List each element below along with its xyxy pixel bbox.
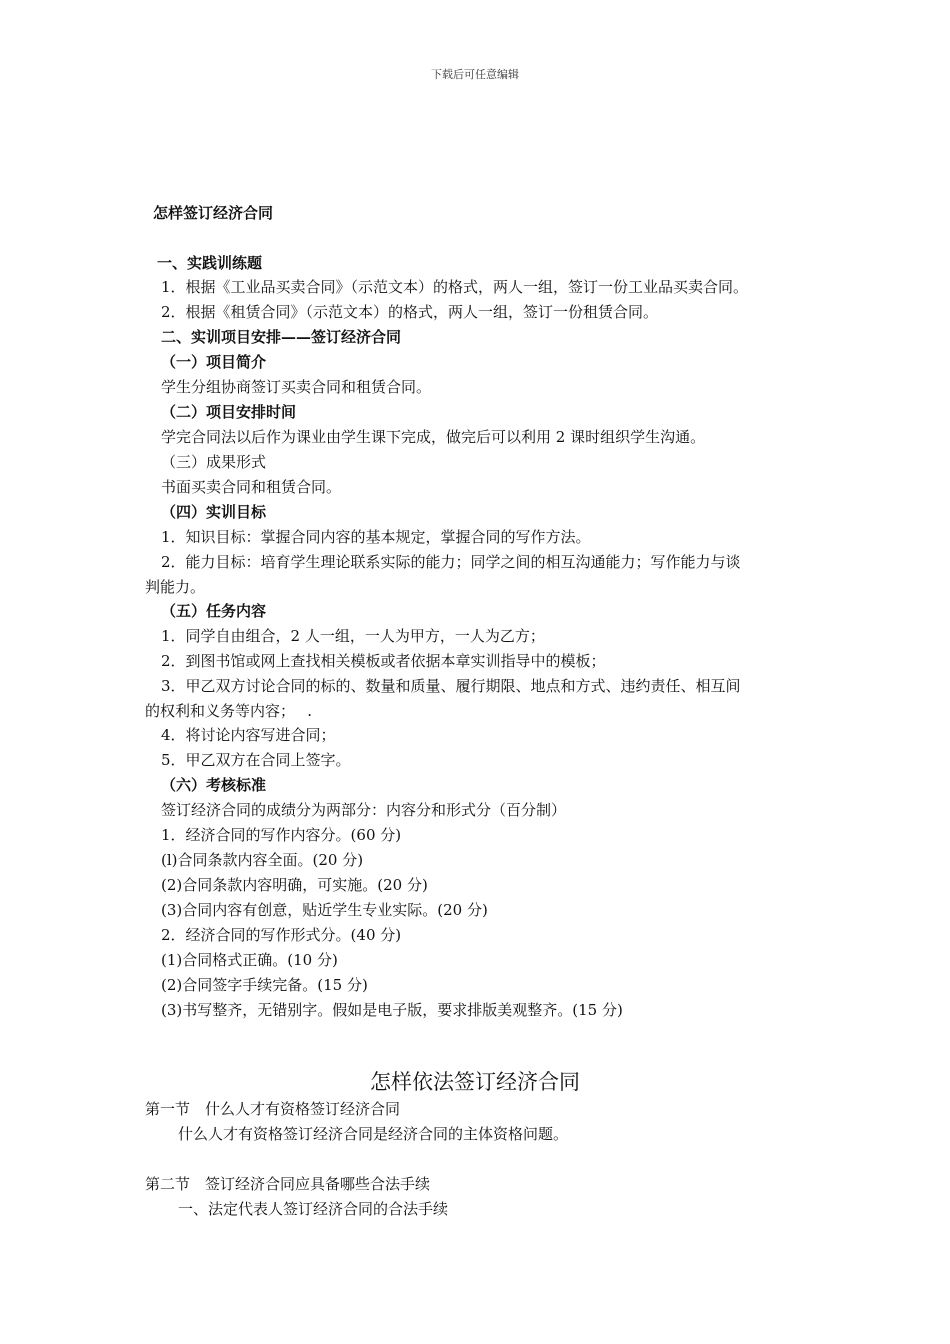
- part2-section2-heading: 第二节 签订经济合同应具备哪些合法手续: [145, 1175, 431, 1193]
- assessment-line: (2)合同签字手续完备。(15 分): [161, 976, 368, 994]
- intro-text: 学生分组协商签订买卖合同和租赁合同。: [161, 378, 432, 396]
- sub-heading-tasks: （五）任务内容: [161, 602, 267, 620]
- part2-title: 怎样依法签订经济合同: [370, 1070, 580, 1094]
- task-item-5: 5．甲乙双方在合同上签字。: [161, 751, 351, 769]
- page-header: 下载后可任意编辑: [431, 68, 519, 81]
- assessment-line: 2．经济合同的写作形式分。(40 分): [161, 926, 402, 944]
- assessment-line: 签订经济合同的成绩分为两部分：内容分和形式分（百分制）: [161, 801, 567, 819]
- assessment-line: 1．经济合同的写作内容分。(60 分): [161, 826, 402, 844]
- sub-heading-intro: （一）项目简介: [161, 353, 267, 371]
- assessment-line: (l)合同条款内容全面。(20 分): [161, 851, 364, 869]
- section-heading-arrangement: 二、实训项目安排——签订经济合同: [161, 328, 402, 346]
- section-heading-practice: 一、实践训练题: [157, 254, 263, 272]
- task-item-3: 3．甲乙双方讨论合同的标的、数量和质量、履行期限、地点和方式、违约责任、相互间: [161, 677, 741, 695]
- assessment-line: (1)合同格式正确。(10 分): [161, 951, 338, 969]
- document-title: 怎样签订经济合同: [153, 204, 274, 222]
- practice-item-1: 1．根据《工业品买卖合同》（示范文本）的格式，两人一组，签订一份工业品买卖合同。: [161, 278, 749, 296]
- sub-heading-goals: （四）实训目标: [161, 503, 267, 521]
- assessment-line: (2)合同条款内容明确，可实施。(20 分): [161, 876, 428, 894]
- assessment-line: (3)书写整齐，无错别字。假如是电子版，要求排版美观整齐。(15 分): [161, 1001, 623, 1019]
- goal-item-1: 1．知识目标：掌握合同内容的基本规定，掌握合同的写作方法。: [161, 528, 591, 546]
- goal-item-2: 2．能力目标：培育学生理论联系实际的能力；同学之间的相互沟通能力；写作能力与谈: [161, 553, 741, 571]
- goal-item-2-cont: 判能力。: [145, 578, 206, 596]
- part2-section1-text: 什么人才有资格签订经济合同是经济合同的主体资格问题。: [178, 1125, 569, 1143]
- task-item-1: 1．同学自由组合，2 人一组，一人为甲方，一人为乙方；: [161, 627, 545, 645]
- practice-item-2: 2．根据《租赁合同》（示范文本）的格式，两人一组，签订一份租赁合同。: [161, 303, 659, 321]
- sub-heading-outcome: （三）成果形式: [161, 453, 267, 471]
- assessment-line: (3)合同内容有创意，贴近学生专业实际。(20 分): [161, 901, 488, 919]
- schedule-text: 学完合同法以后作为课业由学生课下完成，做完后可以利用 2 课时组织学生沟通。: [161, 428, 706, 446]
- sub-heading-schedule: （二）项目安排时间: [161, 403, 297, 421]
- part2-section2-subheading: 一、法定代表人签订经济合同的合法手续: [178, 1200, 449, 1218]
- task-item-4: 4．将讨论内容写进合同；: [161, 726, 336, 744]
- part2-section1-heading: 第一节 什么人才有资格签订经济合同: [145, 1100, 401, 1118]
- task-item-3-cont: 的权利和义务等内容； .: [145, 702, 313, 720]
- sub-heading-assessment: （六）考核标准: [161, 776, 267, 794]
- outcome-text: 书面买卖合同和租赁合同。: [161, 478, 342, 496]
- task-item-2: 2．到图书馆或网上查找相关模板或者依据本章实训指导中的模板；: [161, 652, 606, 670]
